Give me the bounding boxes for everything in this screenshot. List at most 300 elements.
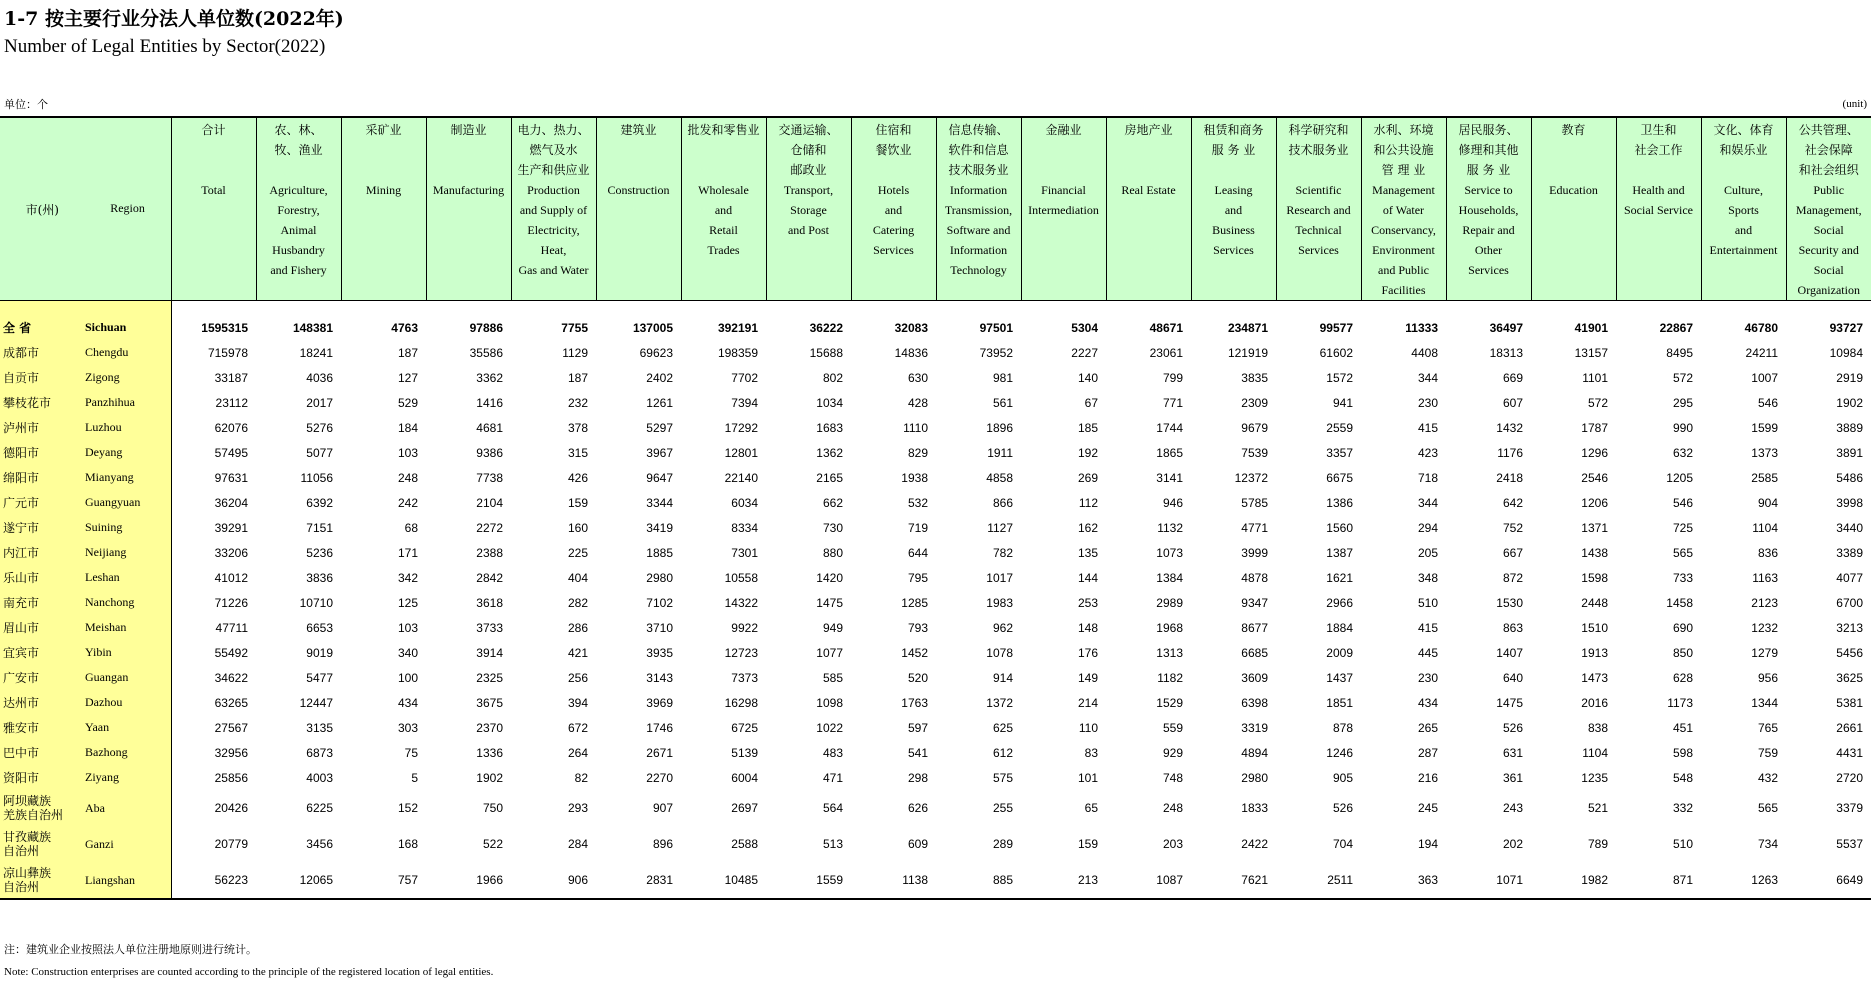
value-cell: 287 [1417,745,1438,760]
value-cell: 546 [1672,495,1693,510]
region-cell [0,415,171,440]
value-cell: 1336 [476,745,503,760]
footnote-cn: 注：建筑业企业按照法人单位注册地原则进行统计。 [4,943,257,956]
value-cell: 61602 [1319,345,1353,360]
table-row [0,365,1871,390]
value-cell: 1279 [1751,645,1778,660]
value-cell: 625 [992,720,1013,735]
value-cell: 97631 [214,470,248,485]
value-cell: 1885 [646,545,673,560]
value-cell: 757 [341,862,426,899]
region-cell [0,540,171,565]
region-cell [0,790,171,826]
value-cell: 1232 [1751,620,1778,635]
column-header-cn: 居民服务、 修理和其他 服 务 业 [1458,123,1519,177]
column-header-cn: 农、林、 牧、渔业 [274,123,323,157]
value-cell: 2671 [646,745,673,760]
table-row [0,340,1871,365]
region-header [0,117,171,301]
value-cell: 230 [1417,395,1438,410]
value-cell: 57495 [214,445,248,460]
footnote-en: Note: Construction enterprises are counted according to the principle of the registered location of legal entities. [4,966,494,978]
value-cell: 1432 [1496,420,1523,435]
value-cell: 11333 [1405,320,1438,335]
value-cell: 5 [411,770,418,785]
value-cell: 1373 [1751,445,1778,460]
value-cell: 1744 [1156,420,1183,435]
value-cell: 101 [1077,770,1098,785]
table-body [0,301,1871,900]
column-header-en: Culture, Sports and Entertainment [1709,183,1778,257]
table-title-cn: 1-7 按主要行业分法人单位数(2022年) [4,8,344,30]
value-cell: 65 [1084,801,1098,815]
value-cell: 3135 [306,720,333,735]
table-row [0,465,1871,490]
value-cell: 1296 [1581,445,1608,460]
value-cell: 159 [1077,837,1098,851]
value-cell: 1387 [1326,545,1353,560]
value-cell: 642 [1502,495,1523,510]
value-cell: 41012 [214,570,248,585]
column-header-cn: 制造业 [450,123,487,137]
value-cell: 344 [1417,370,1438,385]
value-cell: 1129 [562,345,588,360]
value-cell: 3836 [306,570,333,585]
value-cell: 2559 [1326,420,1353,435]
value-cell: 14836 [894,345,928,360]
value-cell: 7151 [306,520,333,535]
value-cell: 56223 [171,862,256,899]
value-cell: 793 [907,620,928,635]
region-name-cn: 眉山市 [3,620,40,635]
column-header-en: Scientific Research and Technical Services [1286,183,1351,257]
value-cell: 168 [397,837,418,851]
value-cell: 392191 [717,320,758,335]
value-cell: 12372 [1234,470,1268,485]
value-cell: 1833 [1241,801,1268,815]
column-header [1276,117,1361,301]
value-cell: 718 [1417,470,1438,485]
value-cell: 245 [1417,801,1438,815]
column-header-cn: 电力、热力、 燃气及水 生产和供应业 [517,123,590,177]
region-name-en: Nanchong [85,595,135,609]
column-header-en: Wholesale and Retail Trades [698,183,749,257]
value-cell: 929 [1162,745,1183,760]
region-name-cn: 成都市 [3,345,40,360]
value-cell: 836 [1757,545,1778,560]
region-cell [0,826,171,862]
column-header [1531,117,1616,301]
value-cell: 1384 [1156,570,1183,585]
value-cell: 293 [567,801,588,815]
value-cell: 23061 [1149,345,1183,360]
value-cell: 1407 [1496,645,1523,660]
value-cell: 248 [1162,801,1183,815]
value-cell: 2966 [1326,595,1353,610]
column-header [1786,117,1871,301]
column-header-cn: 房地产业 [1124,123,1173,137]
region-name-cn: 甘孜藏族 自治州 [3,830,52,858]
column-header-en: Transport, Storage and Post [783,183,834,237]
value-cell: 9679 [1241,420,1268,435]
region-name-cn: 攀枝花市 [3,395,52,410]
value-cell: 1599 [1751,420,1778,435]
value-cell: 612 [992,745,1013,760]
value-cell: 9386 [476,445,503,460]
value-cell: 171 [397,545,418,560]
value-cell: 69623 [639,345,673,360]
value-cell: 232 [567,395,588,410]
value-cell: 255 [992,801,1013,815]
value-cell: 46780 [1744,320,1778,335]
value-cell: 4431 [1836,745,1863,760]
value-cell: 532 [907,495,928,510]
value-cell: 103 [397,620,418,635]
column-header-cn: 建筑业 [620,123,657,137]
region-cell [0,490,171,515]
value-cell: 1452 [901,645,928,660]
column-header-en: Information Transmission, Software and Information Technology [944,183,1013,277]
column-header-cn: 信息传输、 软件和信息 技术服务业 [948,123,1009,177]
value-cell: 445 [1417,645,1438,660]
value-cell: 1458 [1666,595,1693,610]
value-cell: 17292 [724,420,758,435]
region-name-en: Yibin [85,645,112,659]
value-cell: 18313 [1489,345,1523,360]
value-cell: 520 [907,670,928,685]
value-cell: 421 [567,645,588,660]
value-cell: 9019 [306,645,333,660]
value-cell: 561 [992,395,1013,410]
region-cell [0,740,171,765]
value-cell: 6649 [1786,862,1871,899]
value-cell: 6675 [1326,470,1353,485]
value-cell: 962 [992,620,1013,635]
value-cell: 14322 [724,595,758,610]
value-cell: 1104 [1752,520,1778,535]
value-cell: 2016 [1581,695,1608,710]
column-header-cn: 采矿业 [365,123,402,137]
value-cell: 990 [1672,420,1693,435]
column-header [851,117,936,301]
column-header-cn: 批发和零售业 [687,123,760,137]
value-cell: 25856 [214,770,248,785]
value-cell: 394 [567,695,588,710]
value-cell: 5276 [306,420,333,435]
value-cell: 765 [1757,720,1778,735]
value-cell: 184 [397,420,418,435]
value-cell: 1683 [816,420,843,435]
value-cell: 423 [1417,445,1438,460]
value-cell: 1034 [816,395,843,410]
value-cell: 22867 [1659,320,1693,335]
value-cell: 644 [907,545,928,560]
column-header-en: Construction [607,183,670,197]
value-cell: 630 [907,370,928,385]
column-header-cn: 科学研究和 技术服务业 [1288,123,1349,157]
value-cell: 5139 [731,745,758,760]
value-cell: 2989 [1156,595,1183,610]
value-cell: 256 [567,670,588,685]
value-cell: 340 [397,645,418,660]
value-cell: 3998 [1836,495,1863,510]
value-cell: 315 [567,445,588,460]
value-cell: 575 [992,770,1013,785]
region-name-en: Guangan [85,670,129,684]
value-cell: 3389 [1836,545,1863,560]
value-cell: 3935 [646,645,673,660]
value-cell: 1530 [1496,595,1523,610]
region-header-cn: 市(州) [25,202,59,217]
value-cell: 13157 [1574,345,1608,360]
value-cell: 3675 [476,695,503,710]
value-cell: 1560 [1326,520,1353,535]
column-header-cn: 教育 [1561,123,1586,137]
value-cell: 55492 [214,645,248,660]
column-header [1021,117,1106,301]
value-cell: 1344 [1751,695,1778,710]
value-cell: 4771 [1241,520,1268,535]
table-row [0,826,1871,862]
region-name-cn: 南充市 [3,595,40,610]
table-row [0,765,1871,790]
value-cell: 548 [1672,770,1693,785]
value-cell: 3609 [1241,670,1268,685]
value-cell: 8495 [1666,345,1693,360]
value-cell: 669 [1502,370,1523,385]
value-cell: 3357 [1326,445,1353,460]
value-cell: 2402 [646,370,673,385]
value-cell: 289 [992,837,1013,851]
region-cell [0,465,171,490]
region-name-cn: 内江市 [3,545,40,560]
value-cell: 628 [1672,670,1693,685]
region-cell [0,862,171,899]
value-cell: 7373 [731,670,758,685]
table-row [0,640,1871,665]
value-cell: 6004 [731,770,758,785]
value-cell: 97501 [979,320,1013,335]
value-cell: 33206 [214,545,248,560]
value-cell: 127 [397,370,418,385]
value-cell: 73952 [979,345,1013,360]
unit-label-cn: 单位：个 [4,98,48,111]
region-name-en: Ganzi [85,836,114,851]
value-cell: 32956 [214,745,248,760]
region-cell [0,515,171,540]
value-cell: 2370 [476,720,503,735]
value-cell: 2980 [1241,770,1268,785]
value-cell: 626 [907,801,928,815]
value-cell: 1913 [1581,645,1608,660]
value-cell: 1182 [1157,670,1183,685]
value-cell: 2325 [476,670,503,685]
value-cell: 5304 [1071,320,1098,335]
value-cell: 725 [1672,520,1693,535]
value-cell: 949 [822,620,843,635]
value-cell: 3914 [476,645,503,660]
column-header-en: Service to Households, Repair and Other Services [1458,183,1519,277]
region-name-en: Sichuan [85,320,127,334]
region-cell [0,365,171,390]
value-cell: 432 [1757,770,1778,785]
value-cell: 253 [1077,595,1098,610]
region-name-cn: 资阳市 [3,770,40,785]
value-cell: 3969 [646,695,673,710]
value-cell: 1621 [1326,570,1353,585]
value-cell: 799 [1162,370,1183,385]
value-cell: 1313 [1156,645,1183,660]
value-cell: 585 [822,670,843,685]
column-header [1361,117,1446,301]
value-cell: 75 [404,745,418,760]
value-cell: 1110 [903,420,928,435]
region-name-cn: 广元市 [3,495,40,510]
value-cell: 2697 [731,801,758,815]
value-cell: 878 [1332,720,1353,735]
value-cell: 361 [1502,770,1523,785]
value-cell: 137005 [632,320,673,335]
value-cell: 885 [936,862,1021,899]
region-name-en: Yaan [85,720,110,734]
region-name-en: Zigong [85,370,120,384]
value-cell: 9347 [1241,595,1268,610]
region-cell [0,765,171,790]
value-cell: 1510 [1581,620,1608,635]
column-header [171,117,256,301]
column-header-cn: 水利、环境 和公共设施 管 理 业 [1373,123,1434,177]
value-cell: 2980 [646,570,673,585]
value-cell: 3419 [646,520,673,535]
value-cell: 149 [1077,670,1098,685]
value-cell: 202 [1502,837,1523,851]
value-cell: 1087 [1106,862,1191,899]
value-cell: 631 [1502,745,1523,760]
value-cell: 1386 [1326,495,1353,510]
value-cell: 3999 [1241,545,1268,560]
value-cell: 2422 [1241,837,1268,851]
value-cell: 2448 [1581,595,1608,610]
value-cell: 559 [1162,720,1183,735]
value-cell: 914 [992,670,1013,685]
value-cell: 904 [1757,495,1778,510]
value-cell: 1163 [1752,570,1778,585]
table-row [0,515,1871,540]
value-cell: 510 [1417,595,1438,610]
value-cell: 6725 [731,720,758,735]
region-cell [0,390,171,415]
table-row [0,440,1871,465]
value-cell: 1982 [1531,862,1616,899]
region-name-en: Aba [85,800,105,815]
column-header-en: Management of Water Conservancy, Environment and Public Facilities [1371,183,1436,297]
region-cell [0,665,171,690]
value-cell: 282 [567,595,588,610]
value-cell: 662 [822,495,843,510]
value-cell: 265 [1417,720,1438,735]
value-cell: 6685 [1241,645,1268,660]
value-cell: 7301 [731,545,758,560]
table-row [0,715,1871,740]
value-cell: 121919 [1227,345,1268,360]
value-cell: 32083 [894,320,928,335]
value-cell: 148 [1077,620,1098,635]
value-cell: 1101 [1582,370,1608,385]
table-row [0,615,1871,640]
table-row [0,565,1871,590]
table-row [0,390,1871,415]
value-cell: 734 [1757,837,1778,851]
column-header-cn: 文化、体育 和娱乐业 [1713,123,1774,157]
value-cell: 286 [567,620,588,635]
table-row [0,790,1871,826]
value-cell: 434 [1417,695,1438,710]
value-cell: 415 [1417,620,1438,635]
table-row [0,690,1871,715]
value-cell: 344 [1417,495,1438,510]
value-cell: 667 [1502,545,1523,560]
value-cell: 22140 [724,470,758,485]
value-cell: 598 [1672,745,1693,760]
region-cell [0,440,171,465]
value-cell: 187 [567,370,588,385]
value-cell: 1438 [1581,545,1608,560]
value-cell: 5297 [646,420,673,435]
value-cell: 48671 [1149,320,1183,335]
value-cell: 363 [1361,862,1446,899]
value-cell: 1437 [1326,670,1353,685]
region-name-en: Ziyang [85,770,119,784]
value-cell: 8677 [1241,620,1268,635]
value-cell: 4681 [476,420,503,435]
value-cell: 896 [652,837,673,851]
column-header [1106,117,1191,301]
value-cell: 730 [822,520,843,535]
value-cell: 1263 [1701,862,1786,899]
value-cell: 719 [907,520,928,535]
value-cell: 36222 [809,320,843,335]
region-cell [0,340,171,365]
value-cell: 93727 [1829,320,1863,335]
value-cell: 1598 [1581,570,1608,585]
value-cell: 33187 [214,370,248,385]
value-cell: 2009 [1326,645,1353,660]
region-name-en: Guangyuan [85,495,141,509]
value-cell: 1865 [1156,445,1183,460]
value-cell: 230 [1417,670,1438,685]
value-cell: 27567 [214,720,248,735]
value-cell: 23112 [215,395,248,410]
value-cell: 140 [1077,370,1098,385]
spacer-cell [0,301,171,316]
value-cell: 1473 [1581,670,1608,685]
value-cell: 2017 [306,395,333,410]
value-cell: 5477 [306,670,333,685]
value-cell: 144 [1077,570,1098,585]
table-row [0,740,1871,765]
value-cell: 7539 [1241,445,1268,460]
value-cell: 1285 [901,595,928,610]
region-name-cn: 德阳市 [3,445,40,460]
value-cell: 3213 [1836,620,1863,635]
value-cell: 3362 [476,370,503,385]
value-cell: 4003 [306,770,333,785]
value-cell: 187 [397,345,418,360]
value-cell: 41901 [1574,320,1608,335]
value-cell: 243 [1502,801,1523,815]
column-header-en: Real Estate [1121,183,1176,197]
value-cell: 2227 [1071,345,1098,360]
